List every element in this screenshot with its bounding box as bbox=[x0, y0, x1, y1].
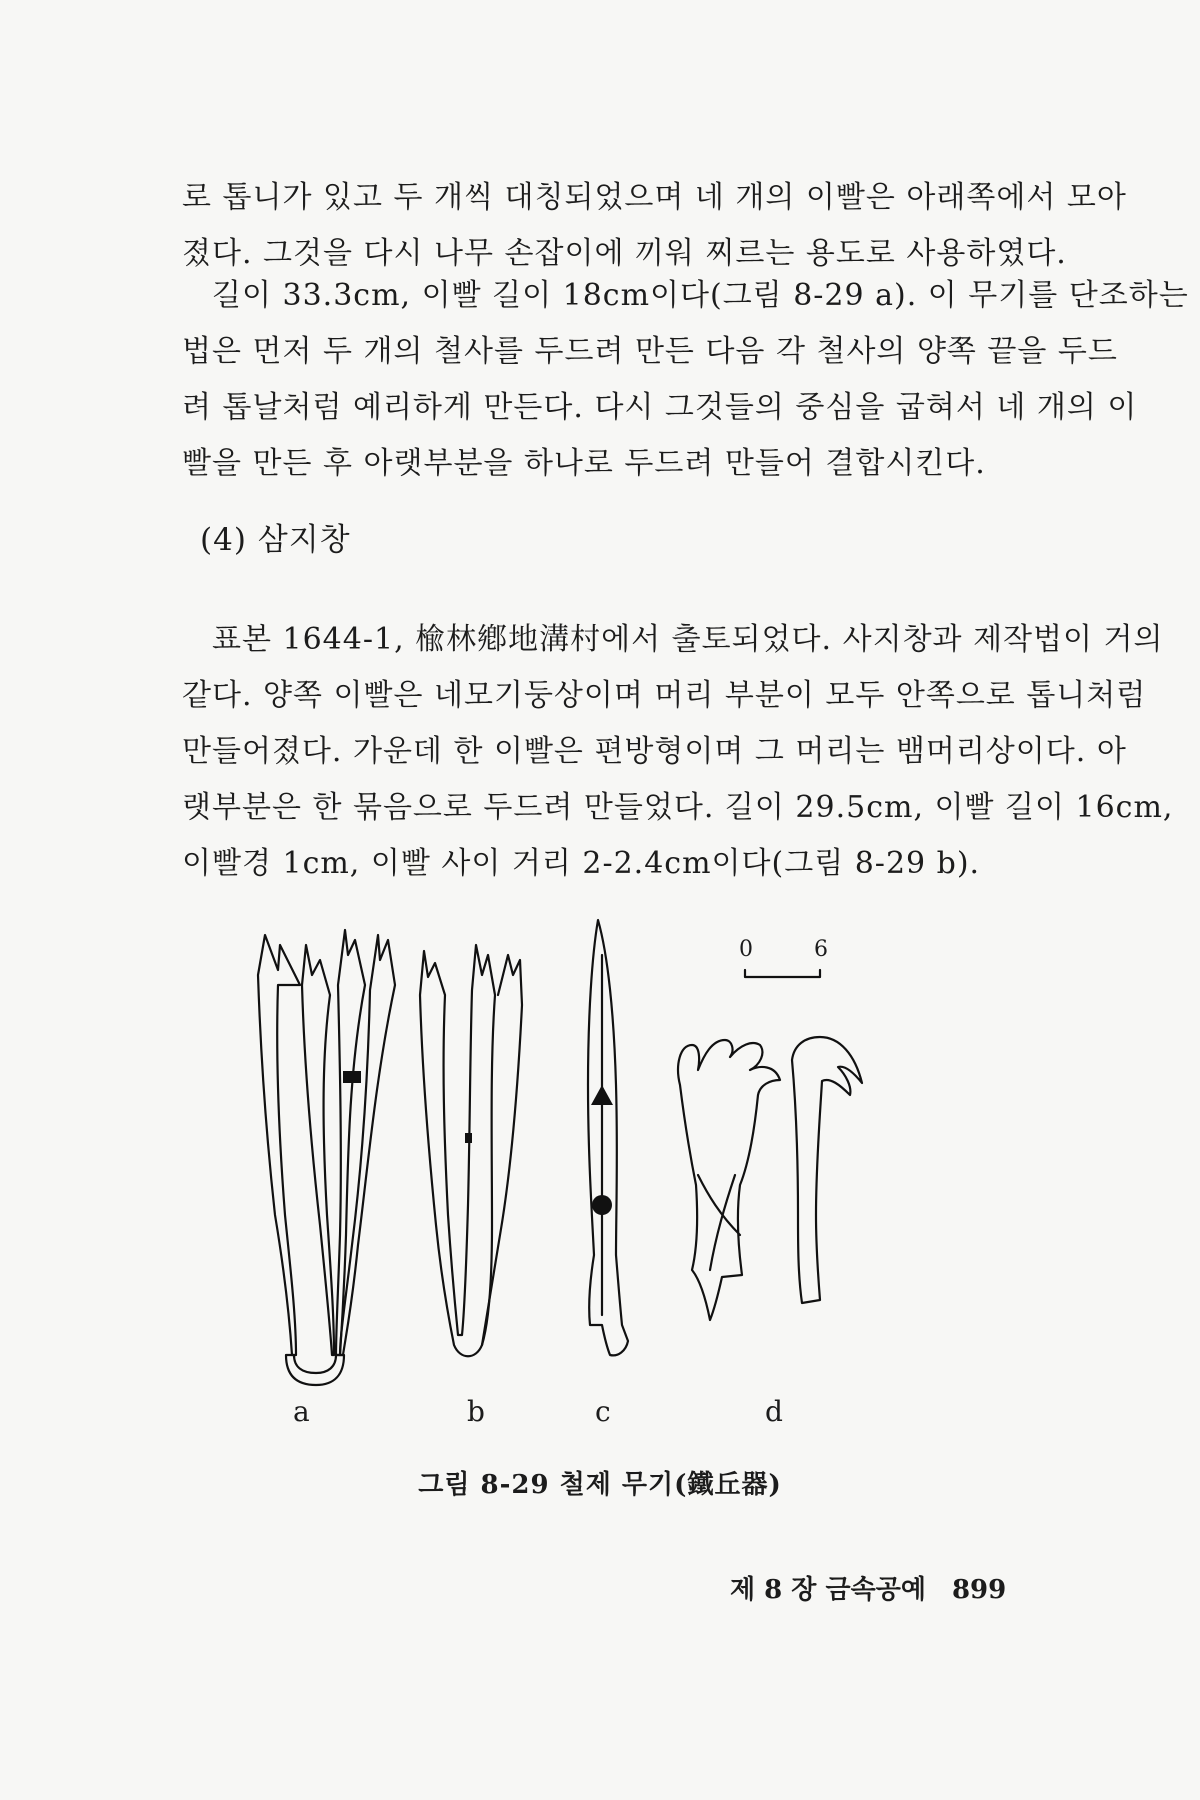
weapon-d-drawing bbox=[678, 1037, 862, 1320]
figure-drawing bbox=[230, 915, 1030, 1435]
text-line: 같다. 양쪽 이빨은 네모기둥상이며 머리 부분이 모두 안쪽으로 톱니처럼 bbox=[182, 678, 1147, 713]
text-line: 법은 먼저 두 개의 철사를 두드려 만든 다음 각 철사의 양쪽 끝을 두드 bbox=[182, 334, 1118, 369]
text-line: 길이 33.3cm, 이빨 길이 18cm이다(그림 8-29 a). 이 무기를 단조하는 bbox=[212, 278, 1189, 313]
text-line: 려 톱날처럼 예리하게 만든다. 다시 그것들의 중심을 굽혀서 네 개의 이 bbox=[182, 390, 1138, 425]
paragraph-3 bbox=[182, 612, 1174, 892]
text-line: 표본 1644-1, 楡林鄕地溝村에서 출토되었다. 사지창과 제작법이 거의 bbox=[212, 622, 1164, 657]
paragraph-2 bbox=[182, 268, 1189, 492]
text-line: 졌다. 그것을 다시 나무 손잡이에 끼워 찌르는 용도로 사용하였다. bbox=[182, 236, 1067, 271]
figure-label-d: d bbox=[765, 1395, 783, 1428]
figure-label-a: a bbox=[293, 1395, 310, 1428]
weapon-a-drawing bbox=[258, 930, 395, 1385]
scale-bar-drawing bbox=[745, 970, 820, 977]
paragraph-1 bbox=[182, 170, 1127, 282]
scale-label-6: 6 bbox=[814, 937, 828, 962]
weapon-c-drawing bbox=[588, 920, 628, 1355]
page-footer bbox=[730, 1574, 1006, 1606]
running-footer-chapter: 제 8 장 금속공예 bbox=[730, 1575, 926, 1605]
figure-caption: 그림 8-29 철제 무기(鐵丘器) bbox=[418, 1470, 782, 1500]
weapon-b-drawing bbox=[420, 945, 522, 1356]
scale-label-0: 0 bbox=[739, 937, 753, 962]
text-line: 랫부분은 한 묶음으로 두드려 만들었다. 길이 29.5cm, 이빨 길이 16cm, bbox=[182, 790, 1174, 825]
text-line: 만들어졌다. 가운데 한 이빨은 편방형이며 그 머리는 뱀머리상이다. 아 bbox=[182, 734, 1127, 769]
section-heading: (4) 삼지창 bbox=[200, 522, 351, 558]
text-line: 빨을 만든 후 아랫부분을 하나로 두드려 만들어 결합시킨다. bbox=[182, 446, 986, 481]
page-number: 899 bbox=[951, 1575, 1007, 1605]
text-line: 로 톱니가 있고 두 개씩 대칭되었으며 네 개의 이빨은 아래쪽에서 모아 bbox=[182, 180, 1127, 215]
figure-label-c: c bbox=[595, 1395, 611, 1428]
text-line: 이빨경 1cm, 이빨 사이 거리 2-2.4cm이다(그림 8-29 b). bbox=[182, 846, 981, 881]
figure-iron-weapons bbox=[230, 915, 1030, 1435]
figure-label-b: b bbox=[467, 1395, 485, 1428]
